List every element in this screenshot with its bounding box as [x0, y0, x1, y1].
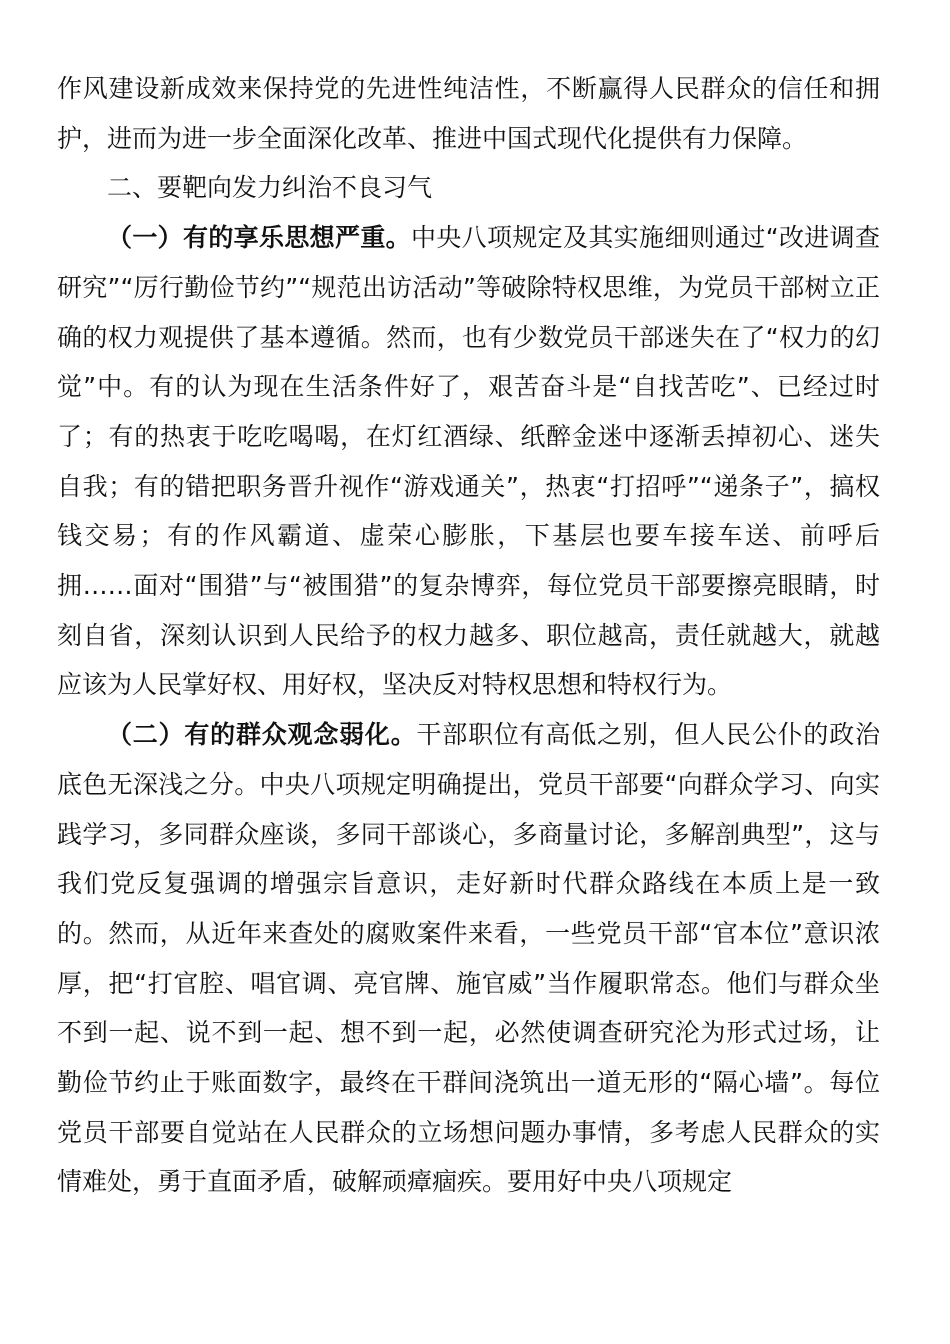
- paragraph-continuation: 作风建设新成效来保持党的先进性纯洁性，不断赢得人民群众的信任和拥护，进而为进一步全面深化改革、推进中国式现代化提供有力保障。: [57, 74, 880, 153]
- subsection-body-2: 干部职位有高低之别，但人民公仆的政治底色无深浅之分。中央八项规定明确提出，党员干部要“向群众学习、向实践学习，多同群众座谈，多同干部谈心，多商量讨论，多解剖典型”，这与我们党反复强调的增强宗旨意识，走好新时代群众路线在本质上是一致的。然而，从近年来查处的腐败案件来看，一些党员干部“官本位”意识浓厚，把“打官腔、唱官调、亮官牌、施官威”当作履职常态。他们与群众坐不到一起、说不到一起、想不到一起，必然使调查研究沦为形式过场，让勤俭节约止于账面数字，最终在干群间浇筑出一道无形的“隔心墙”。每位党员干部要自觉站在人民群众的立场想问题办事情，多考虑人民群众的实情难处，勇于直面矛盾，破解顽瘴痼疾。要用好中央八项规定: [57, 720, 880, 1197]
- subsection-heading-2: （二）有的群众观念弱化。: [107, 720, 417, 750]
- section-heading: 二、要靶向发力纠治不良习气: [107, 173, 433, 203]
- paragraph-subsection-2: [57, 710, 880, 1207]
- subsection-heading-1: （一）有的享乐思想严重。: [107, 223, 412, 253]
- subsection-body-1: 中央八项规定及其实施细则通过“改进调查研究”“厉行勤俭节约”“规范出访活动”等破除特权思维，为党员干部树立正确的权力观提供了基本遵循。然而，也有少数党员干部迷失在了“权力的幻觉”中。有的认为现在生活条件好了，艰苦奋斗是“自找苦吃”、已经过时了；有的热衷于吃吃喝喝，在灯红酒绿、纸醉金迷中逐渐丢掉初心、迷失自我；有的错把职务晋升视作“游戏通关”，热衷“打招呼”“递条子”，搞权钱交易；有的作风霸道、虚荣心膨胀，下基层也要车接车送、前呼后拥……面对“围猎”与“被围猎”的复杂博弈，每位党员干部要擦亮眼睛，时刻自省，深刻认识到人民给予的权力越多、职位越高，责任就越大，就越应该为人民掌好权、用好权，坚决反对特权思想和特权行为。: [57, 223, 880, 700]
- paragraph-subsection-1: [57, 213, 880, 710]
